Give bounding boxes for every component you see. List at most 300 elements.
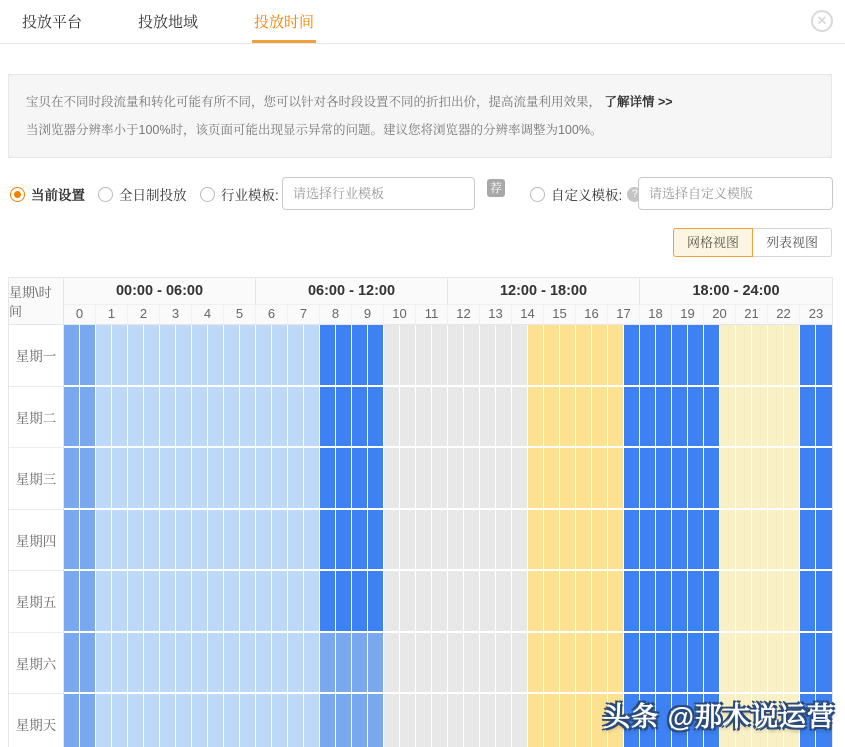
schedule-cell[interactable] — [80, 571, 96, 633]
schedule-cell[interactable] — [736, 510, 752, 572]
schedule-cell[interactable] — [192, 571, 208, 633]
schedule-cell[interactable] — [672, 633, 688, 695]
schedule-cell[interactable] — [704, 571, 720, 633]
schedule-cell[interactable] — [432, 694, 448, 747]
schedule-cell[interactable] — [160, 633, 176, 695]
schedule-cell[interactable] — [192, 325, 208, 387]
schedule-cell[interactable] — [768, 510, 784, 572]
schedule-cell[interactable] — [816, 510, 832, 572]
schedule-cell[interactable] — [256, 694, 272, 747]
schedule-cell[interactable] — [544, 387, 560, 449]
schedule-cell[interactable] — [464, 571, 480, 633]
schedule-cell[interactable] — [544, 448, 560, 510]
schedule-cell[interactable] — [656, 448, 672, 510]
schedule-cell[interactable] — [224, 325, 240, 387]
schedule-cell[interactable] — [512, 694, 528, 747]
schedule-cell[interactable] — [752, 325, 768, 387]
schedule-cell[interactable] — [624, 633, 640, 695]
schedule-cell[interactable] — [560, 387, 576, 449]
schedule-cell[interactable] — [688, 633, 704, 695]
schedule-cell[interactable] — [320, 325, 336, 387]
schedule-cell[interactable] — [496, 633, 512, 695]
schedule-cell[interactable] — [704, 387, 720, 449]
schedule-cell[interactable] — [208, 510, 224, 572]
schedule-cell[interactable] — [256, 448, 272, 510]
schedule-cell[interactable] — [496, 448, 512, 510]
schedule-cell[interactable] — [160, 325, 176, 387]
schedule-cell[interactable] — [368, 448, 384, 510]
schedule-cell[interactable] — [752, 571, 768, 633]
schedule-cell[interactable] — [96, 387, 112, 449]
schedule-cell[interactable] — [480, 448, 496, 510]
list-view-button[interactable]: 列表视图 — [753, 228, 832, 257]
schedule-cell[interactable] — [672, 510, 688, 572]
schedule-cell[interactable] — [400, 694, 416, 747]
schedule-cell[interactable] — [336, 633, 352, 695]
schedule-cell[interactable] — [448, 633, 464, 695]
schedule-cell[interactable] — [352, 325, 368, 387]
schedule-cell[interactable] — [400, 633, 416, 695]
schedule-cell[interactable] — [672, 571, 688, 633]
schedule-cell[interactable] — [368, 387, 384, 449]
schedule-cell[interactable] — [480, 510, 496, 572]
schedule-cell[interactable] — [160, 448, 176, 510]
schedule-cell[interactable] — [528, 325, 544, 387]
schedule-cell[interactable] — [128, 694, 144, 747]
schedule-cell[interactable] — [720, 633, 736, 695]
schedule-cell[interactable] — [704, 448, 720, 510]
schedule-cell[interactable] — [480, 571, 496, 633]
schedule-cell[interactable] — [272, 633, 288, 695]
schedule-cell[interactable] — [112, 325, 128, 387]
schedule-cell[interactable] — [816, 325, 832, 387]
schedule-cell[interactable] — [784, 633, 800, 695]
schedule-cell[interactable] — [384, 571, 400, 633]
schedule-cell[interactable] — [736, 325, 752, 387]
schedule-cell[interactable] — [784, 571, 800, 633]
schedule-cell[interactable] — [720, 571, 736, 633]
schedule-cell[interactable] — [704, 325, 720, 387]
schedule-cell[interactable] — [464, 448, 480, 510]
schedule-cell[interactable] — [288, 633, 304, 695]
schedule-cell[interactable] — [528, 387, 544, 449]
schedule-cell[interactable] — [816, 633, 832, 695]
schedule-cell[interactable] — [128, 325, 144, 387]
schedule-cell[interactable] — [608, 510, 624, 572]
schedule-cell[interactable] — [320, 510, 336, 572]
schedule-cell[interactable] — [384, 510, 400, 572]
schedule-cell[interactable] — [496, 694, 512, 747]
schedule-cell[interactable] — [96, 448, 112, 510]
schedule-cell[interactable] — [816, 571, 832, 633]
schedule-cell[interactable] — [800, 571, 816, 633]
schedule-cell[interactable] — [128, 510, 144, 572]
schedule-cell[interactable] — [320, 571, 336, 633]
schedule-cell[interactable] — [80, 325, 96, 387]
schedule-cell[interactable] — [704, 510, 720, 572]
schedule-cell[interactable] — [320, 694, 336, 747]
schedule-cell[interactable] — [816, 448, 832, 510]
schedule-cell[interactable] — [144, 694, 160, 747]
schedule-cell[interactable] — [112, 633, 128, 695]
schedule-cell[interactable] — [576, 571, 592, 633]
schedule-cell[interactable] — [400, 387, 416, 449]
schedule-cell[interactable] — [608, 571, 624, 633]
schedule-cell[interactable] — [288, 448, 304, 510]
schedule-cell[interactable] — [528, 633, 544, 695]
schedule-cell[interactable] — [272, 387, 288, 449]
schedule-cell[interactable] — [336, 387, 352, 449]
schedule-cell[interactable] — [144, 571, 160, 633]
schedule-cell[interactable] — [192, 694, 208, 747]
schedule-cell[interactable] — [800, 448, 816, 510]
schedule-cell[interactable] — [576, 325, 592, 387]
schedule-cell[interactable] — [192, 448, 208, 510]
schedule-cell[interactable] — [432, 510, 448, 572]
schedule-cell[interactable] — [672, 387, 688, 449]
schedule-cell[interactable] — [176, 387, 192, 449]
schedule-cell[interactable] — [624, 510, 640, 572]
schedule-cell[interactable] — [384, 325, 400, 387]
radio-industry-template[interactable] — [200, 177, 279, 211]
schedule-cell[interactable] — [480, 694, 496, 747]
schedule-cell[interactable] — [480, 633, 496, 695]
schedule-cell[interactable] — [416, 571, 432, 633]
schedule-cell[interactable] — [384, 633, 400, 695]
schedule-cell[interactable] — [800, 633, 816, 695]
schedule-cell[interactable] — [416, 387, 432, 449]
schedule-cell[interactable] — [768, 448, 784, 510]
schedule-cell[interactable] — [208, 633, 224, 695]
schedule-cell[interactable] — [416, 448, 432, 510]
schedule-cell[interactable] — [560, 510, 576, 572]
schedule-cell[interactable] — [144, 325, 160, 387]
schedule-cell[interactable] — [576, 448, 592, 510]
schedule-cell[interactable] — [256, 571, 272, 633]
schedule-cell[interactable] — [368, 510, 384, 572]
schedule-cell[interactable] — [448, 571, 464, 633]
schedule-cell[interactable] — [352, 387, 368, 449]
schedule-cell[interactable] — [464, 694, 480, 747]
schedule-cell[interactable] — [208, 387, 224, 449]
schedule-cell[interactable] — [496, 325, 512, 387]
schedule-cell[interactable] — [432, 325, 448, 387]
schedule-cell[interactable] — [768, 571, 784, 633]
schedule-cell[interactable] — [640, 510, 656, 572]
schedule-cell[interactable] — [592, 448, 608, 510]
schedule-cell[interactable] — [208, 325, 224, 387]
schedule-cell[interactable] — [256, 325, 272, 387]
schedule-cell[interactable] — [752, 633, 768, 695]
schedule-cell[interactable] — [784, 510, 800, 572]
schedule-cell[interactable] — [640, 448, 656, 510]
schedule-cell[interactable] — [416, 633, 432, 695]
schedule-cell[interactable] — [704, 633, 720, 695]
schedule-cell[interactable] — [528, 510, 544, 572]
schedule-cell[interactable] — [624, 448, 640, 510]
schedule-cell[interactable] — [224, 694, 240, 747]
schedule-cell[interactable] — [128, 448, 144, 510]
schedule-cell[interactable] — [640, 325, 656, 387]
schedule-cell[interactable] — [608, 448, 624, 510]
schedule-cell[interactable] — [96, 571, 112, 633]
schedule-cell[interactable] — [544, 633, 560, 695]
schedule-cell[interactable] — [112, 448, 128, 510]
schedule-cell[interactable] — [736, 571, 752, 633]
schedule-cell[interactable] — [176, 571, 192, 633]
schedule-cell[interactable] — [720, 448, 736, 510]
schedule-cell[interactable] — [80, 510, 96, 572]
schedule-cell[interactable] — [688, 571, 704, 633]
schedule-cell[interactable] — [672, 448, 688, 510]
schedule-cell[interactable] — [464, 633, 480, 695]
schedule-cell[interactable] — [560, 633, 576, 695]
schedule-cell[interactable] — [224, 510, 240, 572]
schedule-cell[interactable] — [480, 387, 496, 449]
schedule-cell[interactable] — [544, 694, 560, 747]
schedule-cell[interactable] — [592, 387, 608, 449]
schedule-cell[interactable] — [96, 633, 112, 695]
schedule-cell[interactable] — [144, 448, 160, 510]
schedule-cell[interactable] — [768, 387, 784, 449]
custom-template-select[interactable] — [638, 177, 833, 210]
schedule-cell[interactable] — [512, 571, 528, 633]
schedule-cell[interactable] — [80, 633, 96, 695]
schedule-cell[interactable] — [640, 387, 656, 449]
schedule-cell[interactable] — [128, 571, 144, 633]
schedule-cell[interactable] — [512, 325, 528, 387]
schedule-cell[interactable] — [64, 448, 80, 510]
schedule-cell[interactable] — [176, 448, 192, 510]
schedule-cell[interactable] — [368, 633, 384, 695]
tab-time[interactable]: 投放时间 — [252, 0, 316, 43]
schedule-cell[interactable] — [288, 694, 304, 747]
schedule-cell[interactable] — [656, 571, 672, 633]
schedule-cell[interactable] — [224, 387, 240, 449]
schedule-cell[interactable] — [400, 510, 416, 572]
schedule-cell[interactable] — [784, 387, 800, 449]
radio-full-day[interactable] — [98, 177, 187, 211]
schedule-cell[interactable] — [224, 633, 240, 695]
schedule-cell[interactable] — [688, 325, 704, 387]
schedule-cell[interactable] — [256, 387, 272, 449]
schedule-cell[interactable] — [736, 387, 752, 449]
schedule-cell[interactable] — [656, 325, 672, 387]
tab-region[interactable]: 投放地域 — [138, 14, 199, 31]
schedule-cell[interactable] — [544, 325, 560, 387]
schedule-cell[interactable] — [112, 510, 128, 572]
schedule-cell[interactable] — [544, 510, 560, 572]
schedule-cell[interactable] — [496, 571, 512, 633]
schedule-cell[interactable] — [336, 448, 352, 510]
schedule-cell[interactable] — [768, 633, 784, 695]
radio-custom-template[interactable] — [530, 177, 642, 211]
schedule-cell[interactable] — [112, 387, 128, 449]
schedule-cell[interactable] — [352, 448, 368, 510]
schedule-cell[interactable] — [592, 571, 608, 633]
schedule-cell[interactable] — [656, 510, 672, 572]
schedule-cell[interactable] — [560, 694, 576, 747]
schedule-cell[interactable] — [224, 448, 240, 510]
schedule-cell[interactable] — [496, 510, 512, 572]
schedule-cell[interactable] — [752, 387, 768, 449]
schedule-cell[interactable] — [144, 633, 160, 695]
schedule-cell[interactable] — [672, 325, 688, 387]
schedule-cell[interactable] — [272, 325, 288, 387]
schedule-cell[interactable] — [304, 633, 320, 695]
schedule-cell[interactable] — [560, 448, 576, 510]
schedule-cell[interactable] — [224, 571, 240, 633]
schedule-cell[interactable] — [176, 510, 192, 572]
schedule-cell[interactable] — [176, 633, 192, 695]
schedule-cell[interactable] — [160, 694, 176, 747]
schedule-cell[interactable] — [96, 694, 112, 747]
industry-template-select[interactable] — [282, 177, 475, 210]
schedule-cell[interactable] — [304, 448, 320, 510]
schedule-cell[interactable] — [160, 510, 176, 572]
schedule-cell[interactable] — [304, 325, 320, 387]
schedule-cell[interactable] — [448, 694, 464, 747]
schedule-cell[interactable] — [592, 633, 608, 695]
schedule-cell[interactable] — [128, 387, 144, 449]
schedule-cell[interactable] — [400, 448, 416, 510]
schedule-cell[interactable] — [288, 510, 304, 572]
schedule-cell[interactable] — [512, 387, 528, 449]
schedule-cell[interactable] — [592, 510, 608, 572]
schedule-cell[interactable] — [240, 694, 256, 747]
schedule-cell[interactable] — [608, 633, 624, 695]
schedule-cell[interactable] — [688, 387, 704, 449]
schedule-cell[interactable] — [272, 571, 288, 633]
schedule-cell[interactable] — [800, 387, 816, 449]
schedule-cell[interactable] — [528, 571, 544, 633]
schedule-cell[interactable] — [288, 325, 304, 387]
schedule-cell[interactable] — [432, 387, 448, 449]
schedule-cell[interactable] — [336, 694, 352, 747]
schedule-cell[interactable] — [144, 387, 160, 449]
schedule-cell[interactable] — [640, 633, 656, 695]
schedule-cell[interactable] — [80, 448, 96, 510]
schedule-cell[interactable] — [144, 510, 160, 572]
schedule-cell[interactable] — [656, 387, 672, 449]
schedule-cell[interactable] — [336, 571, 352, 633]
schedule-cell[interactable] — [320, 387, 336, 449]
grid-view-button[interactable]: 网格视图 — [673, 228, 753, 257]
schedule-cell[interactable] — [192, 387, 208, 449]
schedule-cell[interactable] — [560, 325, 576, 387]
schedule-cell[interactable] — [208, 448, 224, 510]
schedule-cell[interactable] — [368, 571, 384, 633]
schedule-cell[interactable] — [368, 694, 384, 747]
schedule-cell[interactable] — [352, 694, 368, 747]
schedule-cell[interactable] — [352, 571, 368, 633]
schedule-cell[interactable] — [640, 571, 656, 633]
schedule-cell[interactable] — [608, 325, 624, 387]
schedule-cell[interactable] — [240, 325, 256, 387]
schedule-cell[interactable] — [240, 633, 256, 695]
schedule-cell[interactable] — [272, 510, 288, 572]
learn-more-link[interactable]: 了解详情 >> — [604, 95, 673, 109]
schedule-cell[interactable] — [176, 325, 192, 387]
schedule-cell[interactable] — [80, 694, 96, 747]
schedule-cell[interactable] — [624, 571, 640, 633]
schedule-cell[interactable] — [304, 510, 320, 572]
schedule-cell[interactable] — [448, 510, 464, 572]
radio-current-setting[interactable] — [10, 177, 85, 211]
schedule-cell[interactable] — [512, 510, 528, 572]
schedule-cell[interactable] — [384, 694, 400, 747]
schedule-cell[interactable] — [576, 387, 592, 449]
schedule-cell[interactable] — [208, 571, 224, 633]
schedule-cell[interactable] — [64, 571, 80, 633]
schedule-cell[interactable] — [752, 448, 768, 510]
schedule-cell[interactable] — [416, 694, 432, 747]
schedule-cell[interactable] — [432, 633, 448, 695]
schedule-cell[interactable] — [528, 694, 544, 747]
schedule-cell[interactable] — [608, 387, 624, 449]
schedule-cell[interactable] — [688, 510, 704, 572]
schedule-cell[interactable] — [768, 325, 784, 387]
schedule-cell[interactable] — [432, 448, 448, 510]
schedule-cell[interactable] — [64, 694, 80, 747]
schedule-cell[interactable] — [64, 387, 80, 449]
schedule-cell[interactable] — [464, 510, 480, 572]
schedule-cell[interactable] — [400, 571, 416, 633]
schedule-cell[interactable] — [256, 510, 272, 572]
schedule-cell[interactable] — [192, 510, 208, 572]
schedule-cell[interactable] — [784, 448, 800, 510]
schedule-cell[interactable] — [560, 571, 576, 633]
schedule-cell[interactable] — [544, 571, 560, 633]
schedule-cell[interactable] — [800, 510, 816, 572]
schedule-cell[interactable] — [96, 510, 112, 572]
schedule-cell[interactable] — [112, 694, 128, 747]
schedule-cell[interactable] — [304, 571, 320, 633]
schedule-cell[interactable] — [160, 387, 176, 449]
schedule-cell[interactable] — [464, 325, 480, 387]
schedule-cell[interactable] — [736, 633, 752, 695]
schedule-cell[interactable] — [576, 694, 592, 747]
schedule-cell[interactable] — [512, 448, 528, 510]
schedule-cell[interactable] — [528, 448, 544, 510]
schedule-cell[interactable] — [352, 633, 368, 695]
schedule-cell[interactable] — [288, 571, 304, 633]
schedule-cell[interactable] — [624, 325, 640, 387]
schedule-cell[interactable] — [720, 325, 736, 387]
schedule-cell[interactable] — [448, 448, 464, 510]
schedule-cell[interactable] — [816, 387, 832, 449]
schedule-cell[interactable] — [432, 571, 448, 633]
schedule-cell[interactable] — [176, 694, 192, 747]
schedule-cell[interactable] — [624, 387, 640, 449]
schedule-cell[interactable] — [320, 633, 336, 695]
schedule-cell[interactable] — [240, 571, 256, 633]
schedule-cell[interactable] — [208, 694, 224, 747]
schedule-cell[interactable] — [720, 387, 736, 449]
schedule-cell[interactable] — [240, 448, 256, 510]
schedule-cell[interactable] — [288, 387, 304, 449]
schedule-cell[interactable] — [480, 325, 496, 387]
close-icon[interactable]: ✕ — [811, 10, 833, 32]
schedule-cell[interactable] — [368, 325, 384, 387]
schedule-cell[interactable] — [400, 325, 416, 387]
schedule-cell[interactable] — [800, 325, 816, 387]
schedule-cell[interactable] — [736, 448, 752, 510]
schedule-cell[interactable] — [272, 448, 288, 510]
schedule-cell[interactable] — [416, 325, 432, 387]
schedule-cell[interactable] — [240, 387, 256, 449]
schedule-cell[interactable] — [128, 633, 144, 695]
